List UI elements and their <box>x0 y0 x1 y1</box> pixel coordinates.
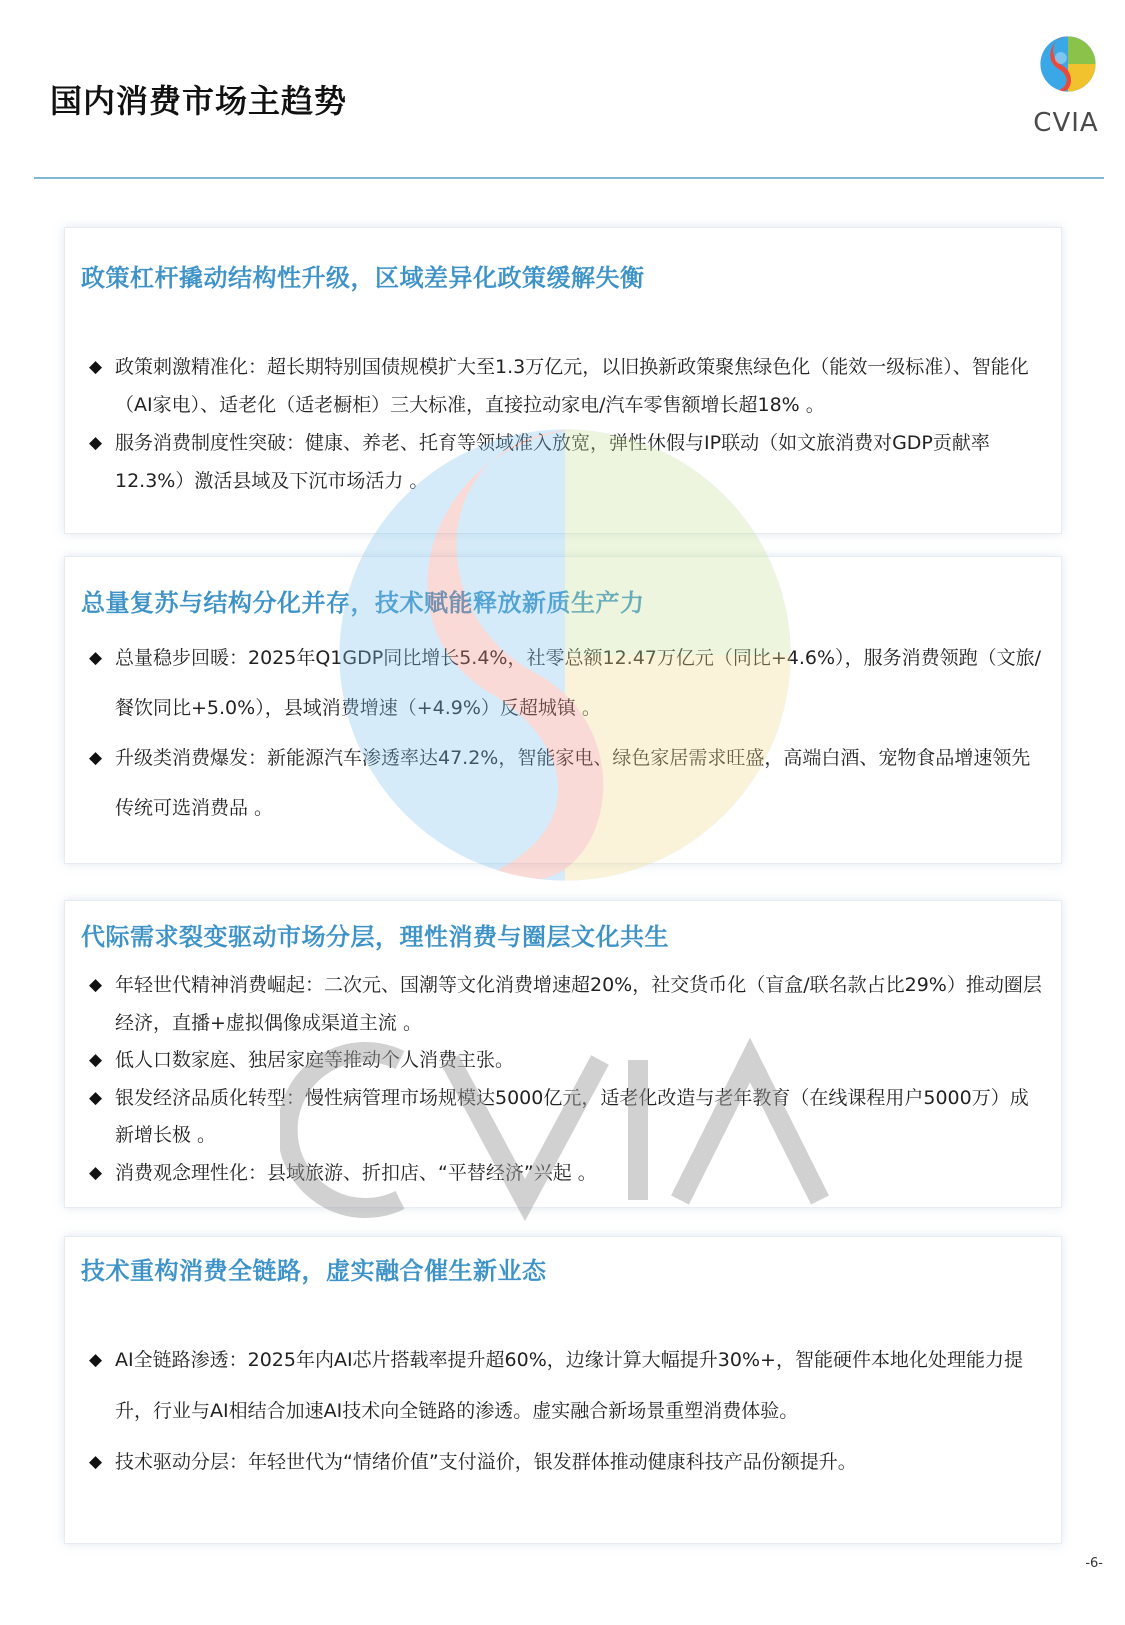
diamond-bullet-icon: ◆ <box>89 648 103 668</box>
logo-text: CVIA <box>1033 108 1099 138</box>
bullet-text: 政策刺激精准化：超长期特别国债规模扩大至1.3万亿元，以旧换新政策聚焦绿色化（能效一级标准）、智能化（AI家电）、适老化（适老橱柜）三大标准，直接拉动家电/汽车零售额增长超18% 。 <box>115 356 1029 416</box>
bullet-text: AI全链路渗透：2025年内AI芯片搭载率提升超60%，边缘计算大幅提升30%+，智能硬件本地化处理能力提升，行业与AI相结合加速AI技术向全链路的渗透。虚实融合新场景重塑消费体验。 <box>115 1349 1023 1422</box>
policy-section-card <box>64 227 1062 534</box>
bullet-text: 技术驱动分层：年轻世代为“情绪价值”支付溢价，银发群体推动健康科技产品份额提升。 <box>115 1451 857 1473</box>
bullet-text: 总量稳步回暖：2025年Q1GDP同比增长5.4%，社零总额12.47万亿元（同比+4.6%），服务消费领跑（文旅/餐饮同比+5.0%），县域消费增速（+4.9%）反超城镇 。 <box>115 647 1041 719</box>
diamond-bullet-icon: ◆ <box>89 1162 103 1183</box>
generation-section-card <box>64 900 1062 1208</box>
list-item <box>89 1042 1043 1080</box>
list-item <box>89 733 1043 833</box>
diamond-bullet-icon: ◆ <box>89 433 103 453</box>
bullet-text: 消费观念理性化：县域旅游、折扣店、“平替经济”兴起 。 <box>115 1161 597 1184</box>
list-item <box>89 1437 1043 1488</box>
bullet-text: 银发经济品质化转型：慢性病管理市场规模达5000亿元，适老化改造与老年教育（在线课程用户5000万）成新增长极 。 <box>115 1086 1029 1146</box>
diamond-bullet-icon: ◆ <box>89 1050 103 1070</box>
list-item <box>89 424 1043 500</box>
diamond-bullet-icon: ◆ <box>89 1452 103 1472</box>
list-item <box>89 1155 1043 1193</box>
section-title: 总量复苏与结构分化并存，技术赋能释放新质生产力 <box>81 589 645 617</box>
cvia-logo-icon <box>1038 34 1098 94</box>
section-title: 技术重构消费全链路，虚实融合催生新业态 <box>81 1257 547 1285</box>
page-title: 国内消费市场主趋势 <box>50 82 348 120</box>
diamond-bullet-icon: ◆ <box>89 357 103 377</box>
diamond-bullet-icon: ◆ <box>89 1087 103 1108</box>
bullet-list <box>89 348 1043 500</box>
cvia-logo <box>1030 34 1102 138</box>
growth-section-card <box>64 556 1062 864</box>
list-item <box>89 633 1043 733</box>
header-divider <box>34 177 1104 179</box>
bullet-text: 低人口数家庭、独居家庭等推动个人消费主张。 <box>115 1049 515 1071</box>
bullet-list <box>89 967 1043 1192</box>
diamond-bullet-icon: ◆ <box>89 748 103 768</box>
bullet-text: 年轻世代精神消费崛起：二次元、国潮等文化消费增速超20%，社交货币化（盲盒/联名款占比29%）推动圈层经济，直播+虚拟偶像成渠道主流 。 <box>115 974 1042 1034</box>
bullet-list <box>89 633 1043 833</box>
diamond-bullet-icon: ◆ <box>89 975 103 995</box>
section-title: 代际需求裂变驱动市场分层，理性消费与圈层文化共生 <box>81 923 669 951</box>
technology-section-card <box>64 1236 1062 1544</box>
page-number: -6- <box>1085 1556 1103 1571</box>
list-item <box>89 1335 1043 1437</box>
bullet-text: 服务消费制度性突破：健康、养老、托育等领域准入放宽，弹性休假与IP联动（如文旅消费对GDP贡献率12.3%）激活县域及下沉市场活力 。 <box>115 432 990 492</box>
list-item <box>89 967 1043 1042</box>
diamond-bullet-icon: ◆ <box>89 1350 103 1370</box>
list-item <box>89 1080 1043 1155</box>
list-item <box>89 348 1043 424</box>
bullet-list <box>89 1335 1043 1488</box>
section-title: 政策杠杆撬动结构性升级，区域差异化政策缓解失衡 <box>81 264 645 292</box>
bullet-text: 升级类消费爆发：新能源汽车渗透率达47.2%，智能家电、绿色家居需求旺盛，高端白酒、宠物食品增速领先传统可选消费品 。 <box>115 747 1031 819</box>
